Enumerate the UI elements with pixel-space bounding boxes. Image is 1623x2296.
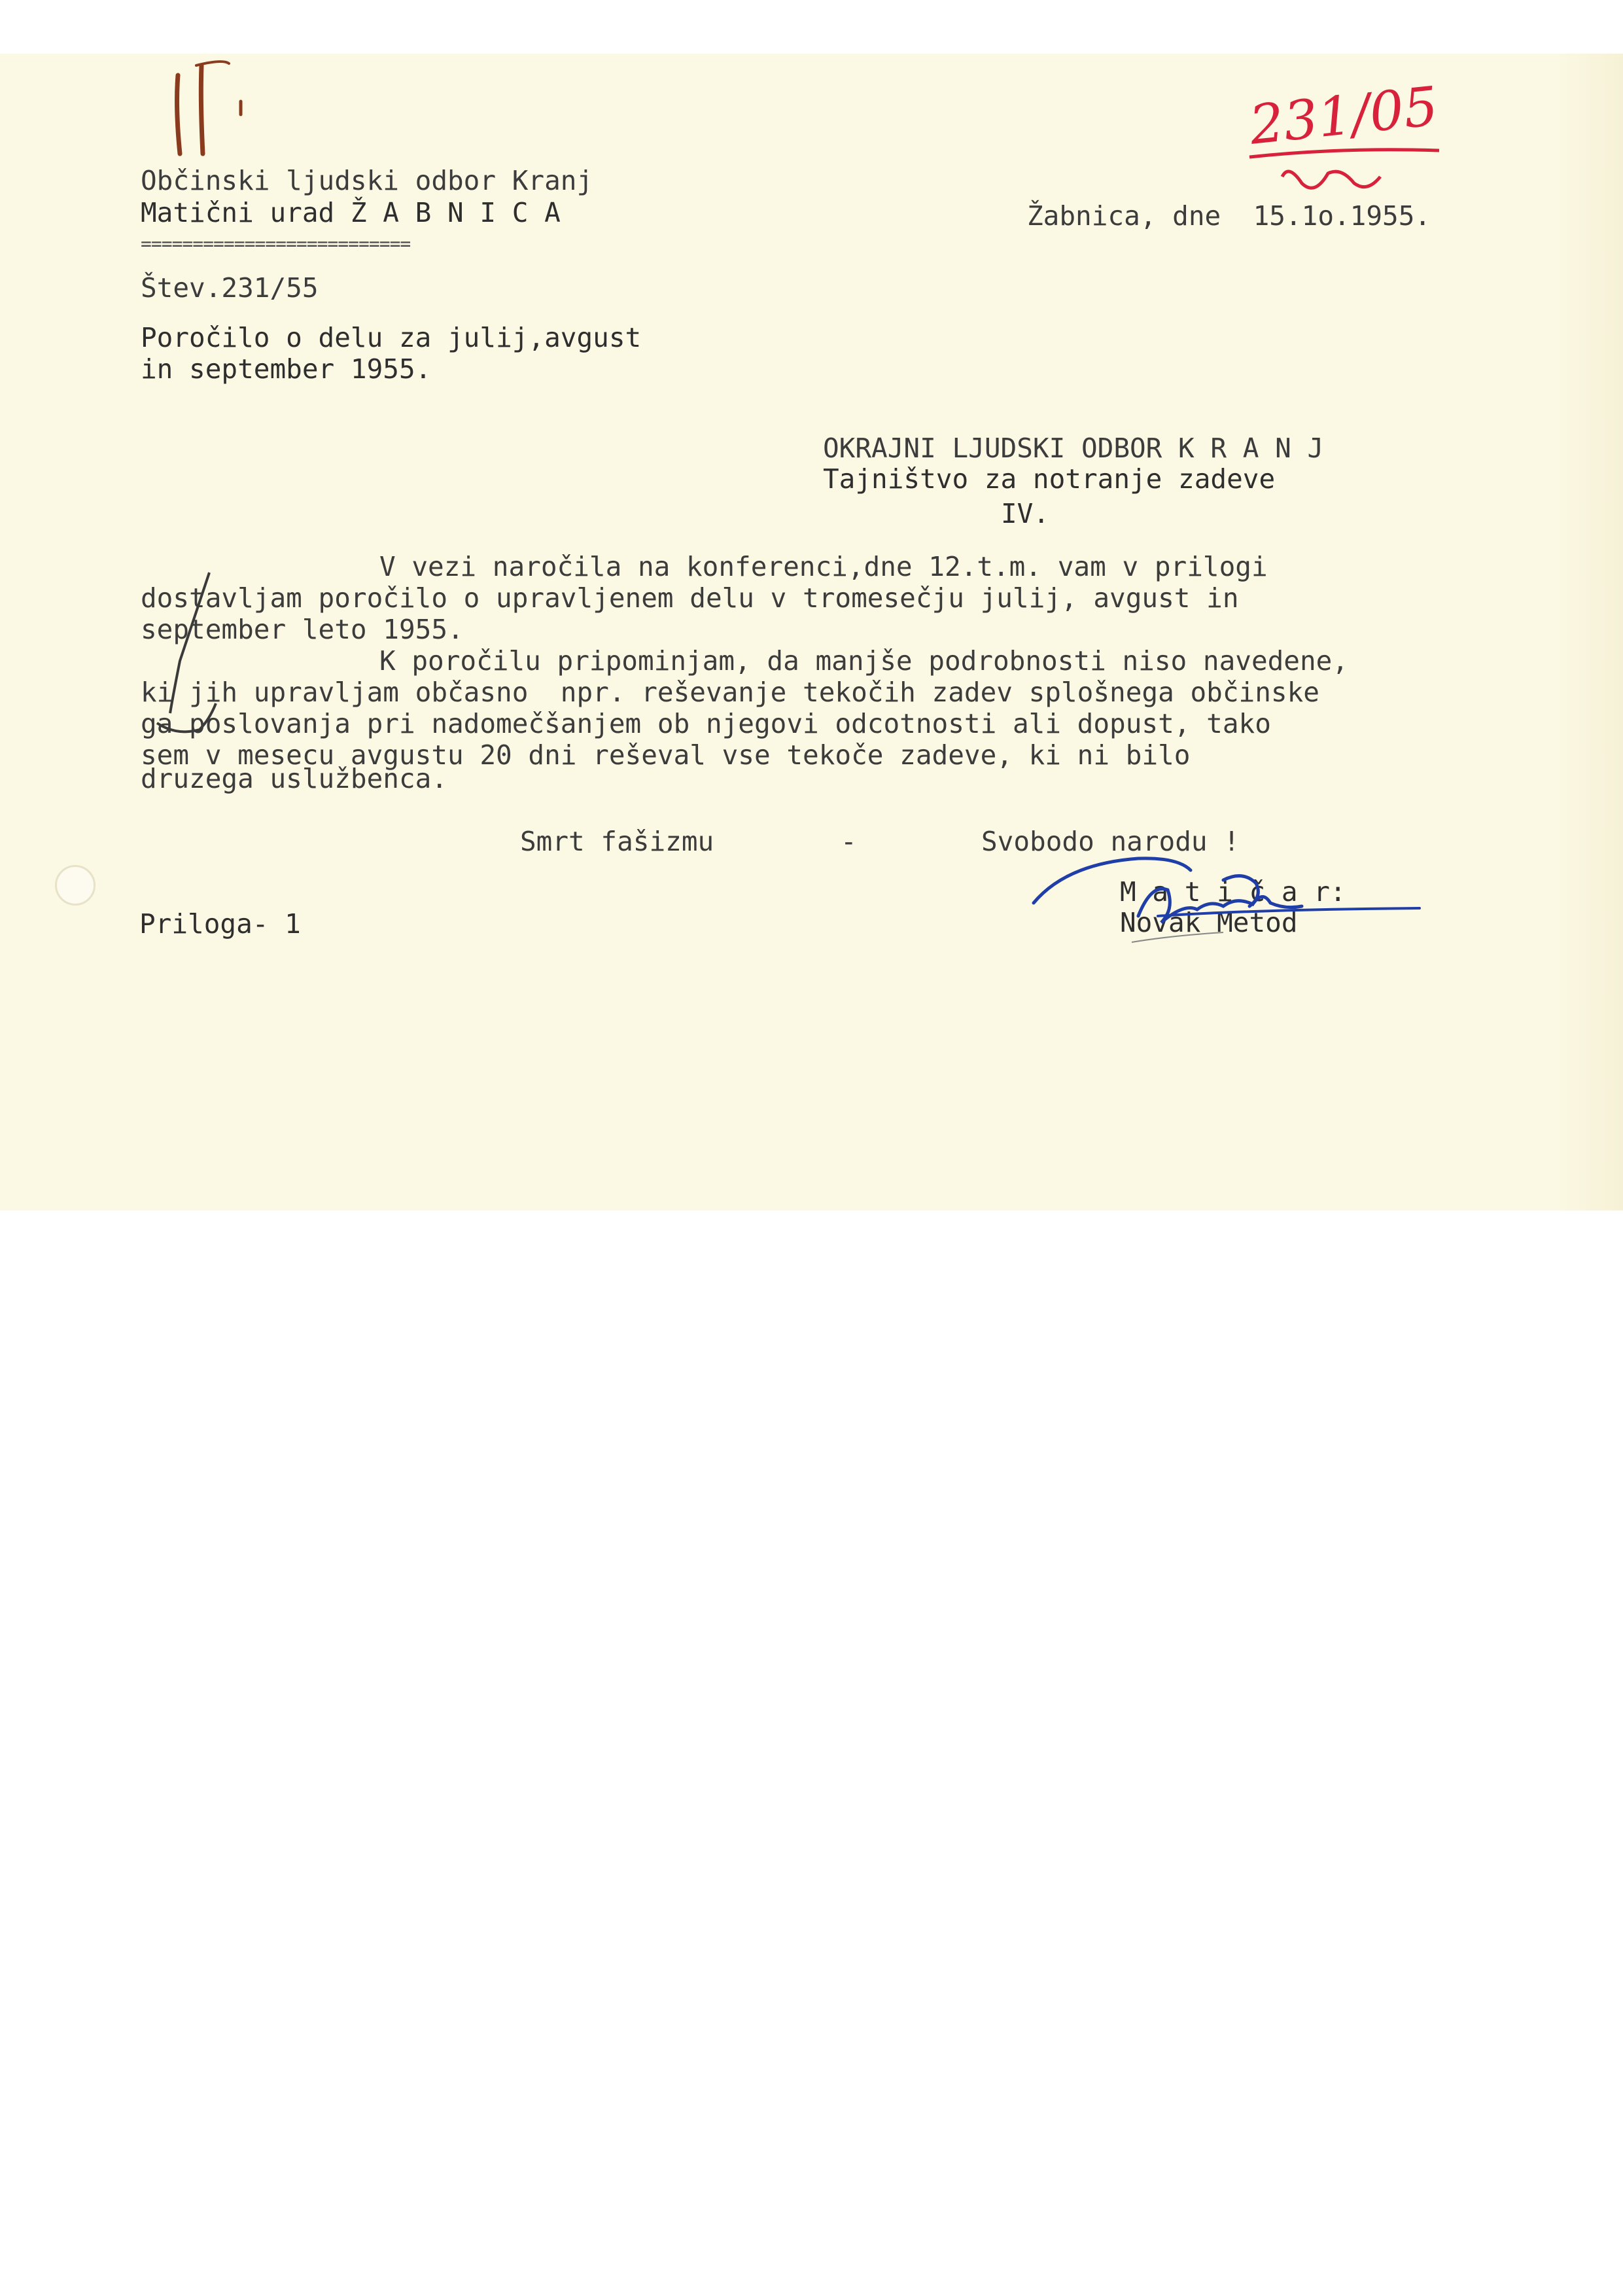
closing-left: Smrt fašizmu: [520, 826, 714, 857]
signatory-name: Novak Metod: [1120, 907, 1298, 938]
body-line: sem v mesecu avgustu 20 dni reševal vse tekoče zadeve, ki ni bilo: [141, 739, 1191, 771]
subject-line-2: in september 1955.: [141, 353, 432, 385]
header-separator: ==========================: [141, 233, 411, 255]
body-line: dostavljam poročilo o upravljenem delu v tromesečju julij, avgust in: [141, 582, 1239, 614]
reference-number: Štev.231/55: [141, 272, 319, 304]
punch-hole: [55, 865, 96, 906]
pencil-mark-top: [164, 56, 249, 160]
signatory-title: M a t i č a r:: [1120, 876, 1346, 908]
stamp-underline: [1243, 137, 1452, 203]
body-line: ki jih upravljam občasno npr. reševanje tekočih zadev splošnega občinske: [141, 677, 1319, 708]
body-line: K poročilu pripominjam, da manjše podrobnosti niso navedene,: [379, 645, 1349, 677]
body-line: druzega uslužbenca.: [141, 763, 447, 794]
body-line: V vezi naročila na konferenci,dne 12.t.m. vam v prilogi: [379, 551, 1268, 582]
body-line: september leto 1955.: [141, 614, 464, 645]
recipient-line-3: IV.: [1001, 498, 1050, 529]
place-and-date: Žabnica, dne 15.1o.1955.: [1027, 200, 1431, 232]
recipient-line-2: Tajništvo za notranje zadeve: [823, 463, 1276, 495]
registration-stamp-number: 231/05: [1246, 75, 1441, 157]
closing-right: Svobodo narodu !: [981, 826, 1240, 857]
subject-line-1: Poročilo o delu za julij,avgust: [141, 322, 642, 353]
body-line: ga poslovanja pri nadomečšanjem ob njegovi odcotnosti ali dopust, tako: [141, 708, 1271, 739]
recipient-line-1: OKRAJNI LJUDSKI ODBOR K R A N J: [823, 433, 1324, 464]
issuer-line-1: Občinski ljudski odbor Kranj: [141, 165, 593, 196]
handwritten-signature: [1027, 844, 1433, 962]
closing-dash: -: [841, 826, 857, 857]
attachment-note: Priloga- 1: [139, 908, 301, 940]
issuer-line-2: Matični urad Ž A B N I C A: [141, 197, 561, 228]
